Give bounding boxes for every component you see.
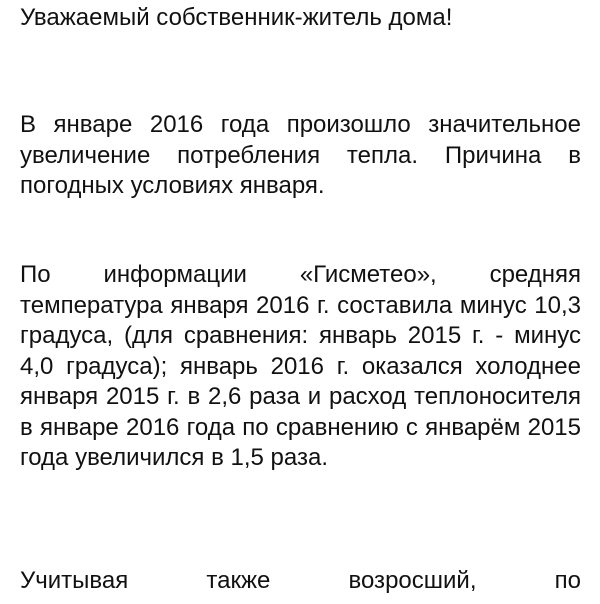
letter-page bbox=[20, 0, 581, 604]
paragraph-continuation: Учитывая также возросший, по bbox=[20, 567, 581, 594]
paragraph-gismeteo-comparison: По информации «Гисметео», средняя температура января 2016 г. составила минус 10,3 градуса, (для сравнения: январь 2015 г. - минус 4,0 градуса); январь 2016 г. оказался холоднее января 2015 г. в 2,6 раза и расход теплоносителя в январе 2016 года по сравнению с январём 2015 года увеличился в 1,5 раза. bbox=[20, 261, 581, 471]
greeting-heading: Уважаемый собственник-житель дома! bbox=[20, 4, 453, 31]
paragraph-january-consumption: В январе 2016 года произошло значительное увеличение потребления тепла. Причина в погодных условиях января. bbox=[20, 111, 581, 199]
